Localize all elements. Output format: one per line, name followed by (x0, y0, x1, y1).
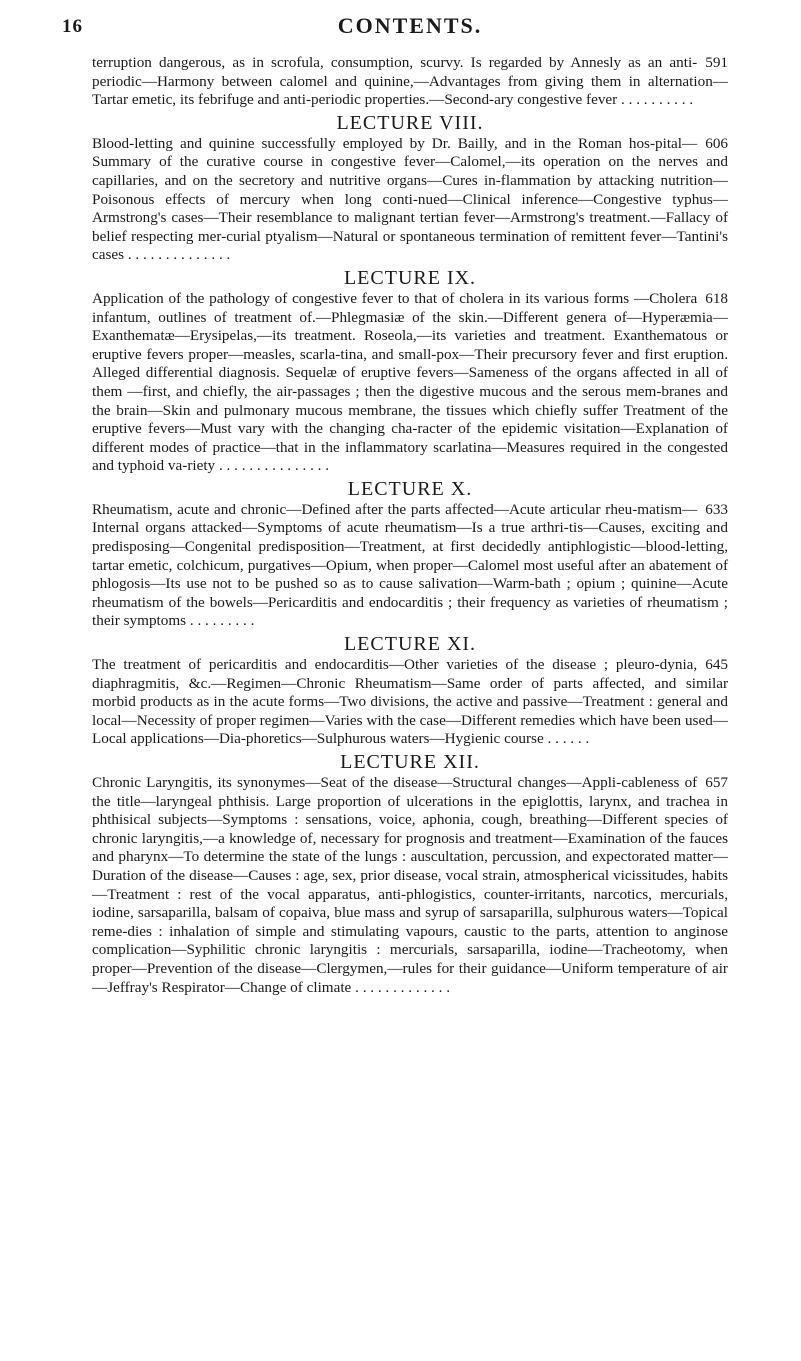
lecture-title: LECTURE XII. (340, 751, 480, 773)
entry-page-number: 606 (705, 134, 728, 152)
entry-page-number: 618 (705, 289, 728, 307)
entry-text: Rheumatism, acute and chronic—Defined after the parts affected—Acute articular rheu-matism—Internal organs attacked—Symptoms of acute rheumatism—Is a true arthri-tis—Causes, exciting and predisposing—Congenital predisposition—Treatment, at first decidedly antiphlogistic—blood-letting, tartar emetic, colchicum, purgatives—Opium, when proper—Calomel most useful after an abatement of phlogosis—Its use not to be pushed so as to cause salivation—Warm-bath ; opium ; quinine—Acute rheumatism of the bowels—Pericarditis and endocarditis ; their frequency as varieties of rheumatism ; their symptoms . . . . . . . . . (92, 500, 728, 630)
entry-text: The treatment of pericarditis and endocarditis—Other varieties of the disease ; pleuro-dynia, diaphragmitis, &c.—Regimen—Chronic Rheumatism—Same order of parts affected, and similar morbid products as in the acute forms—Two divisions, the active and passive—Treatment : general and local—Necessity of proper regimen—Varies with the case—Different remedies which have been used—Local applications—Dia-phoretics—Sulphurous waters—Hygienic course . . . . . . (92, 656, 728, 748)
lecture-xii (92, 751, 728, 997)
page-number: 16 (62, 16, 83, 37)
lecture-title: LECTURE VIII. (336, 111, 484, 134)
contents-page (62, 10, 728, 997)
entry-page-number: 645 (705, 656, 728, 674)
lecture-title: LECTURE X. (347, 477, 473, 500)
entry-page-number: 633 (705, 500, 728, 518)
entry-text: Blood-letting and quinine successfully employed by Dr. Bailly, and in the Roman hos-pital—Summary of the curative course in congestive fever—Calomel,—its operation on the nerves and capillaries, and on the secretory and nutritive organs—Cures in-flammation by attacking nutrition—Poisonous effects of mercury when long conti-nued—Clinical inference—Congestive typhus—Armstrong's cases—Their resemblance to malignant tertian fever—Armstrong's treatment.—Fallacy of belief respecting mer-curial ptyalism—Natural or spontaneous termination of remittent fever—Tantini's cases . . . . . . . . . . . . . . (92, 134, 728, 264)
lecture-ix (92, 267, 728, 476)
running-title: CONTENTS. (337, 13, 483, 38)
lecture-x (92, 478, 728, 631)
lecture-summary (92, 290, 728, 476)
lecture-summary (92, 774, 728, 997)
lecture-viii (92, 112, 728, 265)
intro-entry (92, 54, 728, 110)
entry-page-number: 657 (705, 774, 728, 791)
entry-text: terruption dangerous, as in scrofula, consumption, scurvy. Is regarded by Annesly as an anti-periodic—Harmony between calomel and quinine,—Advantages from giving them in alternation—Tartar emetic, its febrifuge and anti-periodic properties.—Second-ary congestive fever . . . . . . . . . . (92, 54, 728, 109)
lecture-summary (92, 135, 728, 265)
lecture-title: LECTURE XI. (343, 633, 477, 656)
page-header (62, 10, 728, 54)
lecture-summary (92, 656, 728, 749)
lecture-title: LECTURE IX. (343, 266, 477, 289)
entry-text: Application of the pathology of congestive fever to that of cholera in its various forms —Cholera infantum, outlines of treatment of.—Phlegmasiæ of the skin.—Different genera of—Hyperæmia—Exanthematæ—Erysipelas,—its treatment. Roseola,—its varieties and treatment. Exanthematous or eruptive fevers proper—measles, scarla-tina, and small-pox—Their precursory fever and first eruption. Alleged differential diagnosis. Sequelæ of eruptive fevers—Sameness of the organs affected in all of them —first, and chiefly, the air-passages ; then the digestive mucous and the serous mem-branes and the brain—Skin and pulmonary mucous membrane, the tissues which chiefly suffer Treatment of the eruptive fevers—Must vary with the changing cha-racter of the epidemic visitation—Explanation of different modes of practice—that in the inflammatory scarlatina—Measures required in the congested and typhoid va-riety . . . . . . . . . . . . . . . (92, 289, 728, 475)
entry-page-number: 591 (705, 54, 728, 71)
lecture-summary (92, 501, 728, 631)
lecture-xi (92, 633, 728, 749)
entry-text: Chronic Laryngitis, its synonymes—Seat of the disease—Structural changes—Appli-cableness of the title—laryngeal phthisis. Large proportion of ulcerations in the epiglottis, larynx, and trachea in phthisical subjects—Symptoms : sensations, voice, aphonia, cough, breathing—Different species of chronic laryngitis,—a knowledge of, necessary for prognosis and treatment—Examination of the fauces and pharynx—To determine the state of the lungs : auscultation, percussion, and expectorated matter—Duration of the disease—Causes : age, sex, prior disease, vocal strain, atmospherical vicissitudes, habits—Treatment : rest of the vocal apparatus, anti-phlogistics, counter-irritants, narcotics, mercurials, iodine, sarsaparilla, balsam of copaiva, blue mass and syrup of sarsaparilla, sulphurous waters—Topical reme-dies : inhalation of simple and stimulating vapours, caustic to the parts, attention to anginose complication—Syphilitic chronic laryngitis : mercurials, sarsaparilla, iodine—Tracheotomy, when proper—Prevention of the disease—Clergymen,—rules for their guidance—Uniform temperature of air—Jeffray's Respirator—Change of climate . . . . . . . . . . . . . (92, 774, 728, 996)
